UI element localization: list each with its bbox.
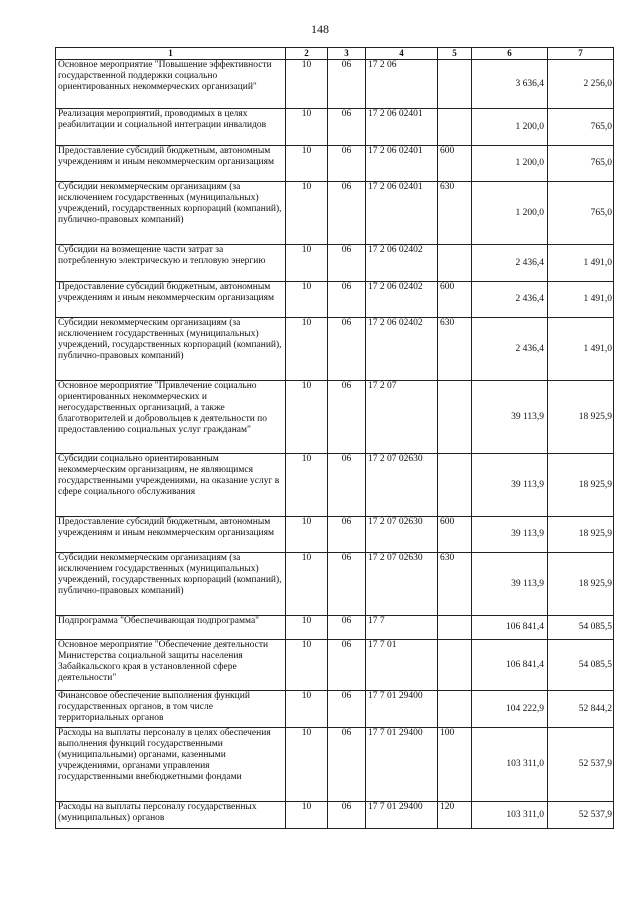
row-code-3-cell: 06 <box>328 616 366 640</box>
row-code-2-cell: 10 <box>286 517 328 553</box>
row-amount-7-cell: 765,0 <box>548 146 614 182</box>
row-target-code-cell: 17 2 06 02401 <box>366 146 438 182</box>
table-row <box>56 282 614 318</box>
row-code-3-cell: 06 <box>328 728 366 802</box>
row-expense-type-cell <box>438 691 472 728</box>
row-target-code-cell: 17 2 06 02401 <box>366 182 438 245</box>
row-amount-7-cell: 52 537,9 <box>548 728 614 802</box>
row-amount-7-cell: 1 491,0 <box>548 282 614 318</box>
row-name-cell: Основное мероприятие "Обеспечение деятельности Министерства социальной защиты населения Забайкальского края в установленной сфере деятельности" <box>56 640 286 691</box>
row-amount-7-cell: 52 537,9 <box>548 802 614 829</box>
header-col-1: 1 <box>56 48 286 60</box>
row-name-cell: Предоставление субсидий бюджетным, автономным учреждениям и иным некоммерческим организациям <box>56 282 286 318</box>
table-row <box>56 381 614 454</box>
row-target-code-cell: 17 2 06 <box>366 60 438 109</box>
header-col-6: 6 <box>472 48 548 60</box>
row-amount-6-cell: 1 200,0 <box>472 146 548 182</box>
row-name-cell: Субсидии некоммерческим организациям (за исключением государственных (муниципальных) учреждений, государственных корпораций (компаний), публично-правовых компаний) <box>56 182 286 245</box>
row-amount-7-cell: 1 491,0 <box>548 245 614 282</box>
table-row <box>56 109 614 146</box>
row-name-cell: Реализация мероприятий, проводимых в целях реабилитации и социальной интеграции инвалидов <box>56 109 286 146</box>
row-code-2-cell: 10 <box>286 60 328 109</box>
row-amount-7-cell: 765,0 <box>548 182 614 245</box>
row-amount-7-cell: 765,0 <box>548 109 614 146</box>
row-target-code-cell: 17 7 <box>366 616 438 640</box>
row-target-code-cell: 17 2 07 02630 <box>366 517 438 553</box>
row-code-3-cell: 06 <box>328 182 366 245</box>
row-amount-7-cell: 54 085,5 <box>548 616 614 640</box>
row-target-code-cell: 17 2 06 02402 <box>366 282 438 318</box>
header-col-5: 5 <box>438 48 472 60</box>
row-amount-7-cell: 1 491,0 <box>548 318 614 381</box>
row-target-code-cell: 17 2 07 02630 <box>366 454 438 517</box>
row-amount-7-cell: 18 925,9 <box>548 553 614 616</box>
row-amount-6-cell: 39 113,9 <box>472 517 548 553</box>
row-code-3-cell: 06 <box>328 146 366 182</box>
row-code-3-cell: 06 <box>328 245 366 282</box>
row-amount-6-cell: 1 200,0 <box>472 182 548 245</box>
row-expense-type-cell: 600 <box>438 517 472 553</box>
table-row <box>56 640 614 691</box>
row-code-3-cell: 06 <box>328 640 366 691</box>
row-amount-6-cell: 106 841,4 <box>472 616 548 640</box>
row-amount-7-cell: 18 925,9 <box>548 517 614 553</box>
row-name-cell: Основное мероприятие "Повышение эффективности государственной поддержки социально ориентированных некоммерческих организаций" <box>56 60 286 109</box>
row-name-cell: Предоставление субсидий бюджетным, автономным учреждениям и иным некоммерческим организациям <box>56 517 286 553</box>
row-code-2-cell: 10 <box>286 616 328 640</box>
row-expense-type-cell <box>438 616 472 640</box>
header-col-7: 7 <box>548 48 614 60</box>
row-target-code-cell: 17 2 07 02630 <box>366 553 438 616</box>
table-row <box>56 553 614 616</box>
row-code-2-cell: 10 <box>286 691 328 728</box>
row-name-cell: Подпрограмма "Обеспечивающая подпрограмма" <box>56 616 286 640</box>
row-code-2-cell: 10 <box>286 454 328 517</box>
row-target-code-cell: 17 7 01 29400 <box>366 728 438 802</box>
table-row <box>56 60 614 109</box>
header-col-3: 3 <box>328 48 366 60</box>
row-amount-6-cell: 104 222,9 <box>472 691 548 728</box>
row-expense-type-cell: 630 <box>438 553 472 616</box>
row-amount-7-cell: 2 256,0 <box>548 60 614 109</box>
row-code-3-cell: 06 <box>328 318 366 381</box>
row-name-cell: Субсидии некоммерческим организациям (за исключением государственных (муниципальных) учреждений, государственных корпораций (компаний), публично-правовых компаний) <box>56 553 286 616</box>
table-row <box>56 616 614 640</box>
row-amount-6-cell: 39 113,9 <box>472 454 548 517</box>
row-name-cell: Субсидии на возмещение части затрат за потребленную электрическую и тепловую энергию <box>56 245 286 282</box>
row-code-2-cell: 10 <box>286 381 328 454</box>
row-expense-type-cell <box>438 109 472 146</box>
row-expense-type-cell: 630 <box>438 318 472 381</box>
row-target-code-cell: 17 7 01 <box>366 640 438 691</box>
row-code-2-cell: 10 <box>286 728 328 802</box>
row-amount-6-cell: 2 436,4 <box>472 318 548 381</box>
row-name-cell: Расходы на выплаты персоналу в целях обеспечения выполнения функций государственными (муниципальными) органами, казенными учреждениями, органами управления государственными внебюджетными фондами <box>56 728 286 802</box>
row-code-3-cell: 06 <box>328 381 366 454</box>
header-col-2: 2 <box>286 48 328 60</box>
row-amount-6-cell: 103 311,0 <box>472 802 548 829</box>
row-target-code-cell: 17 2 06 02401 <box>366 109 438 146</box>
row-code-2-cell: 10 <box>286 109 328 146</box>
row-code-3-cell: 06 <box>328 60 366 109</box>
row-name-cell: Предоставление субсидий бюджетным, автономным учреждениям и иным некоммерческим организациям <box>56 146 286 182</box>
row-code-2-cell: 10 <box>286 553 328 616</box>
budget-table <box>55 47 614 829</box>
row-code-3-cell: 06 <box>328 553 366 616</box>
row-amount-6-cell: 103 311,0 <box>472 728 548 802</box>
row-target-code-cell: 17 7 01 29400 <box>366 691 438 728</box>
row-code-2-cell: 10 <box>286 640 328 691</box>
row-expense-type-cell: 630 <box>438 182 472 245</box>
row-code-2-cell: 10 <box>286 146 328 182</box>
row-expense-type-cell <box>438 381 472 454</box>
table-header-row <box>56 48 614 60</box>
row-code-3-cell: 06 <box>328 802 366 829</box>
row-expense-type-cell: 100 <box>438 728 472 802</box>
row-target-code-cell: 17 2 07 <box>366 381 438 454</box>
row-code-2-cell: 10 <box>286 245 328 282</box>
table-row <box>56 691 614 728</box>
row-expense-type-cell: 120 <box>438 802 472 829</box>
row-amount-6-cell: 106 841,4 <box>472 640 548 691</box>
row-code-2-cell: 10 <box>286 802 328 829</box>
table-row <box>56 517 614 553</box>
row-amount-6-cell: 39 113,9 <box>472 381 548 454</box>
table-row <box>56 182 614 245</box>
row-expense-type-cell <box>438 640 472 691</box>
table-row <box>56 245 614 282</box>
row-code-2-cell: 10 <box>286 182 328 245</box>
row-amount-6-cell: 2 436,4 <box>472 282 548 318</box>
row-amount-6-cell: 3 636,4 <box>472 60 548 109</box>
row-name-cell: Субсидии некоммерческим организациям (за исключением государственных (муниципальных) учреждений, государственных корпораций (компаний), публично-правовых компаний) <box>56 318 286 381</box>
row-expense-type-cell <box>438 454 472 517</box>
row-code-3-cell: 06 <box>328 282 366 318</box>
page-number: 148 <box>311 22 329 36</box>
table-row <box>56 802 614 829</box>
row-amount-7-cell: 52 844,2 <box>548 691 614 728</box>
row-code-3-cell: 06 <box>328 454 366 517</box>
row-amount-6-cell: 1 200,0 <box>472 109 548 146</box>
row-expense-type-cell <box>438 245 472 282</box>
row-amount-6-cell: 39 113,9 <box>472 553 548 616</box>
row-name-cell: Основное мероприятие "Привлечение социально ориентированных некоммерческих и негосударственных организаций, а также благотворителей и добровольцев к деятельности по предоставлению социальных услуг гражданам" <box>56 381 286 454</box>
row-code-2-cell: 10 <box>286 318 328 381</box>
table-row <box>56 146 614 182</box>
header-col-4: 4 <box>366 48 438 60</box>
row-name-cell: Субсидии социально ориентированным некоммерческим организациям, не являющимся государственными учреждениями, на оказание услуг в сфере социального обслуживания <box>56 454 286 517</box>
row-name-cell: Расходы на выплаты персоналу государственных (муниципальных) органов <box>56 802 286 829</box>
row-target-code-cell: 17 2 06 02402 <box>366 245 438 282</box>
row-expense-type-cell: 600 <box>438 146 472 182</box>
row-target-code-cell: 17 2 06 02402 <box>366 318 438 381</box>
row-code-3-cell: 06 <box>328 691 366 728</box>
row-amount-7-cell: 18 925,9 <box>548 454 614 517</box>
table-row <box>56 318 614 381</box>
row-expense-type-cell <box>438 60 472 109</box>
table-row <box>56 728 614 802</box>
row-code-3-cell: 06 <box>328 517 366 553</box>
row-target-code-cell: 17 7 01 29400 <box>366 802 438 829</box>
row-code-3-cell: 06 <box>328 109 366 146</box>
table-row <box>56 454 614 517</box>
row-code-2-cell: 10 <box>286 282 328 318</box>
table-body <box>56 60 614 829</box>
row-amount-6-cell: 2 436,4 <box>472 245 548 282</box>
row-expense-type-cell: 600 <box>438 282 472 318</box>
row-amount-7-cell: 54 085,5 <box>548 640 614 691</box>
row-name-cell: Финансовое обеспечение выполнения функций государственных органов, в том числе территориальных органов <box>56 691 286 728</box>
row-amount-7-cell: 18 925,9 <box>548 381 614 454</box>
